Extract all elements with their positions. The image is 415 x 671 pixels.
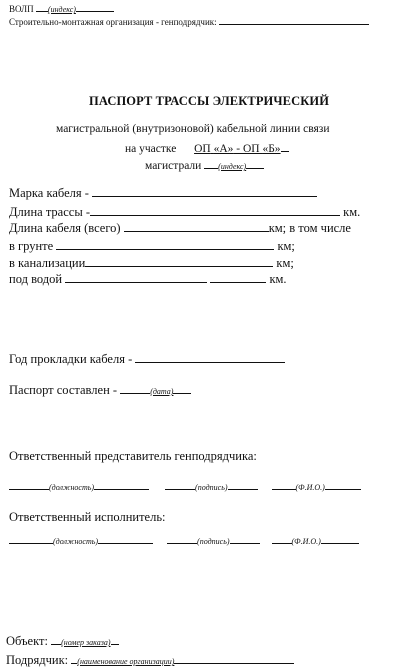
subtitle-line1: магистральной (внутризоновой) кабельной линии связи xyxy=(56,123,330,135)
org-line xyxy=(9,15,369,27)
object-hint: (номер заказа) xyxy=(61,638,111,647)
rep-signature-row xyxy=(9,480,361,492)
pod-vodoy-blank-2[interactable] xyxy=(210,270,266,283)
rep-position-hint: (должность) xyxy=(49,483,95,492)
rep-fio-hint: (Ф.И.О.) xyxy=(295,483,325,492)
field-dlina-kabelya: Длина кабеля (всего) км; в том числе xyxy=(9,221,351,235)
field-marka: Марка кабеля - xyxy=(9,184,317,201)
contractor-blank[interactable] xyxy=(174,651,294,664)
rep-label: Ответственный представитель генподрядчика: xyxy=(9,449,257,463)
op-route: ОП «А» - ОП «Б» xyxy=(194,143,281,155)
exec-signature-row xyxy=(9,534,359,546)
contractor-hint: (наименование организации) xyxy=(77,657,175,666)
section-label: на участке xyxy=(125,143,177,155)
magistral-label: магистрали xyxy=(145,160,202,172)
volp-line xyxy=(9,2,114,14)
magistral-line xyxy=(145,156,264,172)
field-v-grunte: в грунте км; xyxy=(9,239,295,253)
object-line: Объект: (номер заказа) xyxy=(6,632,119,649)
field-dlina-trassy: Длина трассы - км. xyxy=(9,205,361,219)
dlina-kabelya-blank[interactable] xyxy=(124,219,269,232)
field-pod-vodoy: под водой км. xyxy=(9,272,287,286)
god-blank[interactable] xyxy=(135,350,285,363)
exec-position-hint: (должность) xyxy=(53,537,99,546)
volp-label: ВОЛП xyxy=(9,4,34,14)
god-line: Год прокладки кабеля - xyxy=(9,350,285,367)
dlina-trassy-blank[interactable] xyxy=(90,203,340,216)
exec-fio-hint: (Ф.И.О.) xyxy=(291,537,321,546)
pod-vodoy-blank-1[interactable] xyxy=(65,270,207,283)
exec-signature-hint: (подпись) xyxy=(197,537,230,546)
volp-index-hint: (индекс) xyxy=(47,5,76,14)
pasport-line: Паспорт составлен - (дата) xyxy=(9,381,191,398)
document-title: ПАСПОРТ ТРАССЫ ЭЛЕКТРИЧЕСКИЙ xyxy=(89,94,330,108)
magistral-index-hint: (индекс) xyxy=(218,162,247,171)
contractor-line: Подрядчик: (наименование организации) xyxy=(6,651,294,668)
org-label: Строительно-монтажная организация - генподрядчик: xyxy=(9,17,217,27)
v-kanal-blank[interactable] xyxy=(85,254,273,267)
section-line xyxy=(125,139,289,155)
date-hint: (дата) xyxy=(150,387,174,396)
org-blank[interactable] xyxy=(219,15,369,25)
marka-blank[interactable] xyxy=(92,184,317,197)
rep-signature-hint: (подпись) xyxy=(195,483,228,492)
field-v-kanal: в канализации км; xyxy=(9,256,294,270)
v-grunte-blank[interactable] xyxy=(56,237,274,250)
exec-label: Ответственный исполнитель: xyxy=(9,510,166,524)
